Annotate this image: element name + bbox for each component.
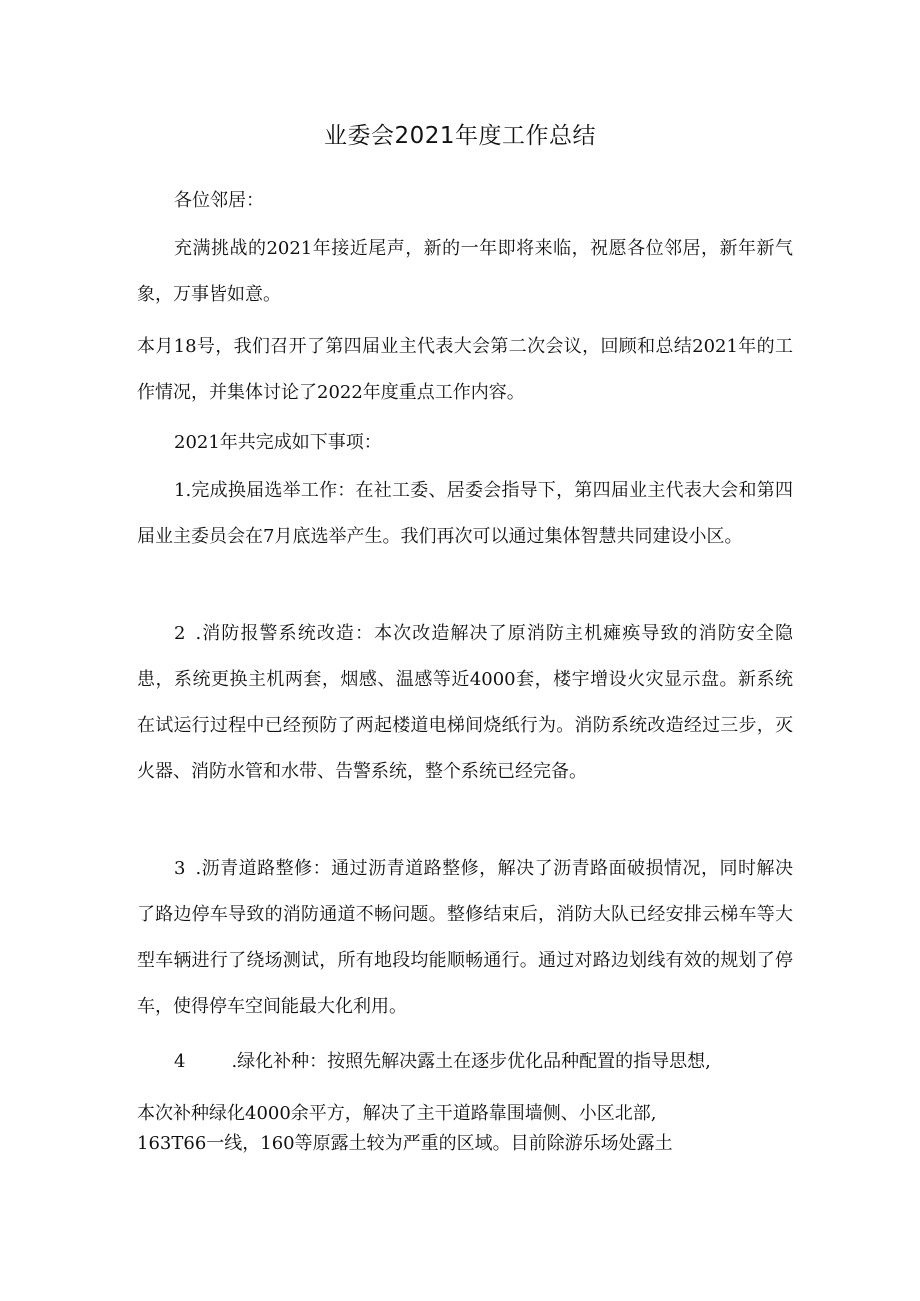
paragraph-opening: 充满挑战的2021年接近尾声，新的一年即将来临，祝愿各位邻居，新年新气象，万事皆如意。 [137,238,793,305]
list-item-road-repair [137,846,793,1030]
greening-continuation-line: 本次补种绿化4000余平方，解决了主干道路靠围墙侧、小区北部, [137,1103,657,1124]
list-item-greening [137,1039,793,1085]
greeting: 各位邻居： [174,190,264,211]
list-item-text: .消防报警系统改造：本次改造解决了原消防主机瘫痪导致的消防安全隐患，系统更换主机两套，烟感、温感等近4000套，楼宇增设火灾显示盘。新系统在试运行过程中已经预防了两起楼道电梯间烧纸行为。消防系统改造经过三步，灭火器、消防水管和水带、告警系统，整个系统已经完备。 [137,623,793,782]
list-item-number: 2 [174,623,186,644]
greening-continuation [137,1099,793,1159]
list-item-text: .绿化补种：按照先解决露土在逐步优化品种配置的指导思想, [231,1051,711,1072]
list-item-text: .沥青道路整修：通过沥青道路整修，解决了沥青路面破损情况，同时解决了路边停车导致的消防通道不畅问题。整修结束后，消防大队已经安排云梯车等大型车辆进行了绕场测试，所有地段均能顺畅通行。通过对路边划线有效的规划了停车，使得停车空间能最大化利用。 [137,858,793,1017]
paragraph-meeting: 本月18号，我们召开了第四届业主代表大会第二次会议，回顾和总结2021年的工作情况，并集体讨论了2022年度重点工作内容。 [137,336,793,403]
document-title: 业委会2021年度工作总结 [323,123,597,149]
paragraph-summary-intro: 2021年共完成如下事项： [174,432,382,453]
list-item-number: 3 [174,858,186,879]
greening-continuation-line: 163T66一线，160等原露土较为严重的区域。目前除游乐场处露土 [137,1133,673,1154]
list-item-fire-alarm [137,611,793,795]
list-item-election: 1.完成换届选举工作：在社工委、居委会指导下，第四届业主代表大会和第四届业主委员会在7月底选举产生。我们再次可以通过集体智慧共同建设小区。 [137,480,793,547]
list-item-number: 4 [174,1051,186,1072]
